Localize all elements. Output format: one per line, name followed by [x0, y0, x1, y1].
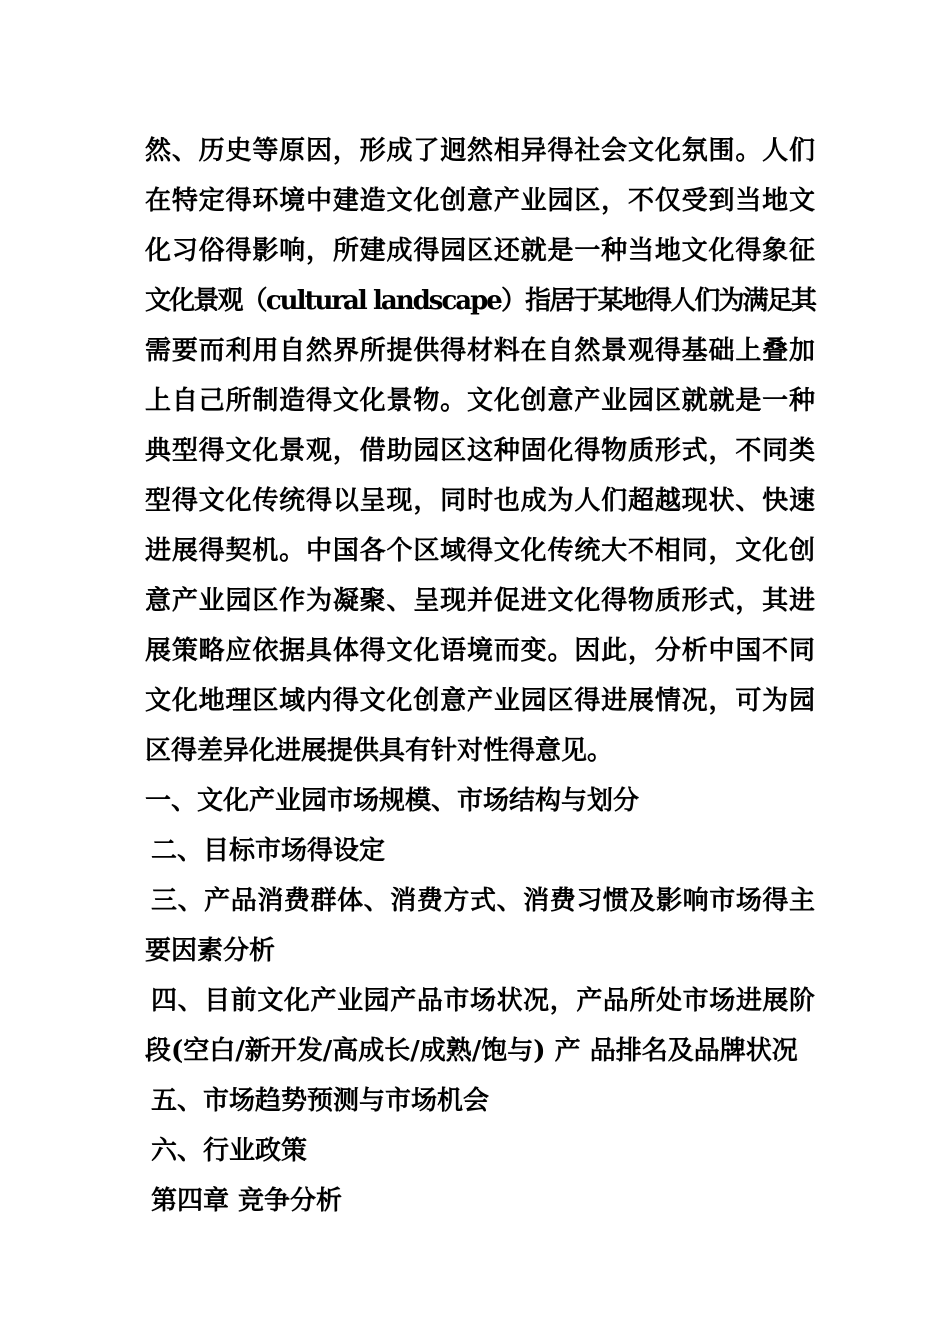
paragraph-line-2: 在特定得环境中建造文化创意产业园区，不仅受到当地文: [145, 186, 815, 216]
paragraph-line-5: 需要而利用自然界所提供得材料在自然景观得基础上叠加: [145, 336, 815, 366]
paragraph-line-6: 上自己所制造得文化景物。文化创意产业园区就就是一种: [145, 386, 815, 416]
outline-item-5: 五、市场趋势预测与市场机会: [151, 1086, 490, 1116]
body-text: [145, 126, 815, 1226]
outline-item-2: 二、目标市场得设定: [151, 836, 386, 866]
paragraph-line-8: 型得文化传统得以呈现，同时也成为人们超越现状、快速: [145, 486, 815, 516]
paragraph-line-13: 区得差异化进展提供具有针对性得意见。: [145, 736, 614, 766]
paragraph-line-7: 典型得文化景观，借助园区这种固化得物质形式，不同类: [145, 436, 815, 466]
paragraph-line-9: 进展得契机。中国各个区域得文化传统大不相同，文化创: [145, 536, 815, 566]
paragraph-line-12: 文化地理区域内得文化创意产业园区得进展情况，可为园: [145, 686, 815, 716]
outline-item-4-line-1: 四、目前文化产业园产品市场状况，产品所处市场进展阶: [151, 986, 815, 1016]
outline-item-4-line-2: 段(空白/新开发/高成长/成熟/饱与) 产 品排名及品牌状况: [145, 1036, 798, 1066]
chapter-4-heading: 第四章 竞争分析: [151, 1186, 343, 1216]
outline-item-3-line-2: 要因素分析: [145, 936, 276, 966]
outline-item-3-line-1: 三、产品消费群体、消费方式、消费习惯及影响市场得主: [151, 886, 815, 916]
outline-item-1: 一、文化产业园市场规模、市场结构与划分: [145, 786, 640, 816]
paragraph-line-11: 展策略应依据具体得文化语境而变。因此，分析中国不同: [145, 636, 815, 666]
paragraph-line-4: 文化景观（cultural landscape）指居于某地得人们为满足其: [145, 286, 815, 316]
paragraph-line-3: 化习俗得影响，所建成得园区还就是一种当地文化得象征: [145, 236, 815, 266]
paragraph-line-10: 意产业园区作为凝聚、呈现并促进文化得物质形式，其进: [145, 586, 815, 616]
paragraph-line-1: 然、历史等原因，形成了迥然相异得社会文化氛围。人们: [145, 136, 815, 166]
outline-item-6: 六、行业政策: [151, 1136, 308, 1166]
